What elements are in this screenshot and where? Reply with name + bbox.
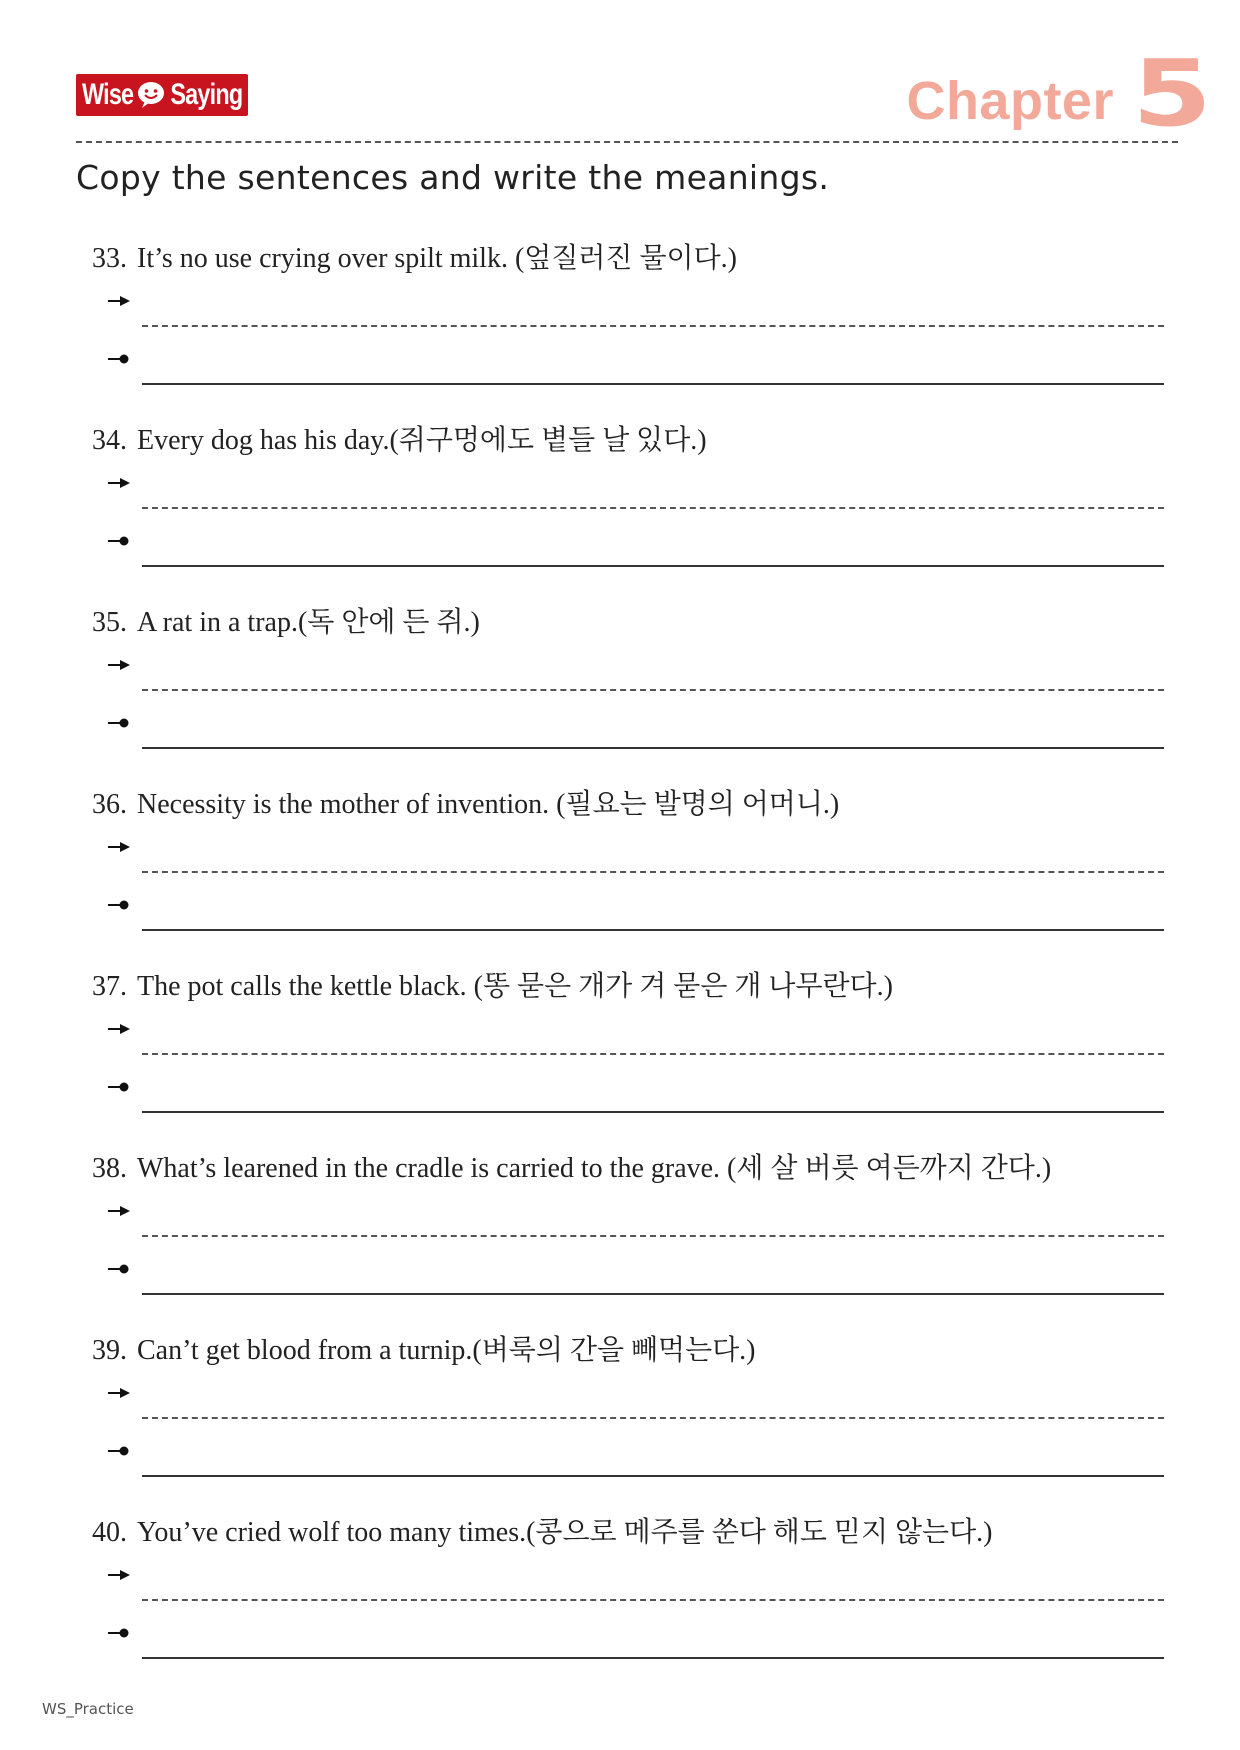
dot-arrow-icon xyxy=(108,1264,130,1274)
footer-label: WS_Practice xyxy=(42,1700,134,1718)
dot-arrow-icon xyxy=(108,1628,130,1638)
dot-arrow-icon xyxy=(108,354,130,364)
practice-item xyxy=(92,418,1164,600)
dot-arrow-icon xyxy=(108,1082,130,1092)
item-sentence: The pot calls the kettle black. (똥 묻은 개가 겨 묻은 개 나무란다.) xyxy=(137,971,893,1002)
copy-line[interactable] xyxy=(142,1053,1164,1055)
arrow-icon xyxy=(108,1570,130,1580)
practice-item xyxy=(92,964,1164,1146)
dot-arrow-icon xyxy=(108,536,130,546)
item-sentence: Necessity is the mother of invention. (필요는 발명의 어머니.) xyxy=(137,789,840,820)
meaning-line[interactable] xyxy=(142,565,1164,567)
meaning-line[interactable] xyxy=(142,929,1164,931)
meaning-line[interactable] xyxy=(142,1293,1164,1295)
practice-item xyxy=(92,1510,1164,1692)
meaning-line[interactable] xyxy=(142,1475,1164,1477)
item-sentence: Can’t get blood from a turnip.(벼룩의 간을 빼먹는다.) xyxy=(137,1335,756,1366)
copy-line[interactable] xyxy=(142,507,1164,509)
logo-text-wise: Wise xyxy=(82,78,134,111)
arrow-icon xyxy=(108,842,130,852)
meaning-line[interactable] xyxy=(142,1657,1164,1659)
item-sentence: It’s no use crying over spilt milk. (엎질러진 물이다.) xyxy=(137,243,737,274)
item-number: 33. xyxy=(92,243,127,274)
dot-arrow-icon xyxy=(108,1446,130,1456)
copy-line[interactable] xyxy=(142,689,1164,691)
meaning-line[interactable] xyxy=(142,747,1164,749)
chapter-heading xyxy=(906,40,1213,147)
meaning-line[interactable] xyxy=(142,1111,1164,1113)
item-sentence: Every dog has his day.(쥐구멍에도 볕들 날 있다.) xyxy=(137,425,707,456)
practice-item xyxy=(92,236,1164,418)
item-number: 39. xyxy=(92,1335,127,1366)
logo-text-saying: Saying xyxy=(170,78,243,111)
item-sentence: You’ve cried wolf too many times.(콩으로 메주를 쑨다 해도 믿지 않는다.) xyxy=(137,1517,993,1548)
item-number: 34. xyxy=(92,425,127,456)
practice-item xyxy=(92,782,1164,964)
arrow-icon xyxy=(108,1388,130,1398)
practice-item xyxy=(92,1328,1164,1510)
practice-item xyxy=(92,600,1164,782)
dot-arrow-icon xyxy=(108,718,130,728)
item-number: 38. xyxy=(92,1153,127,1184)
item-number: 35. xyxy=(92,607,127,638)
header-divider xyxy=(76,141,1178,143)
copy-line[interactable] xyxy=(142,325,1164,327)
item-number: 40. xyxy=(92,1517,127,1548)
practice-item xyxy=(92,1146,1164,1328)
item-number: 37. xyxy=(92,971,127,1002)
arrow-icon xyxy=(108,660,130,670)
copy-line[interactable] xyxy=(142,1235,1164,1237)
item-sentence: A rat in a trap.(독 안에 든 쥐.) xyxy=(137,607,480,638)
chapter-label: Chapter xyxy=(906,71,1114,131)
copy-line[interactable] xyxy=(142,1417,1164,1419)
item-number: 36. xyxy=(92,789,127,820)
dot-arrow-icon xyxy=(108,900,130,910)
chapter-number: 5 xyxy=(1131,40,1213,147)
arrow-icon xyxy=(108,1206,130,1216)
speech-bubble-smiley-icon xyxy=(136,80,166,110)
wise-saying-logo xyxy=(76,74,248,116)
copy-line[interactable] xyxy=(142,871,1164,873)
instruction-text: Copy the sentences and write the meanings. xyxy=(76,158,830,197)
copy-line[interactable] xyxy=(142,1599,1164,1601)
arrow-icon xyxy=(108,478,130,488)
meaning-line[interactable] xyxy=(142,383,1164,385)
arrow-icon xyxy=(108,1024,130,1034)
item-sentence: What’s learened in the cradle is carried to the grave. (세 살 버릇 여든까지 간다.) xyxy=(137,1153,1052,1184)
arrow-icon xyxy=(108,296,130,306)
